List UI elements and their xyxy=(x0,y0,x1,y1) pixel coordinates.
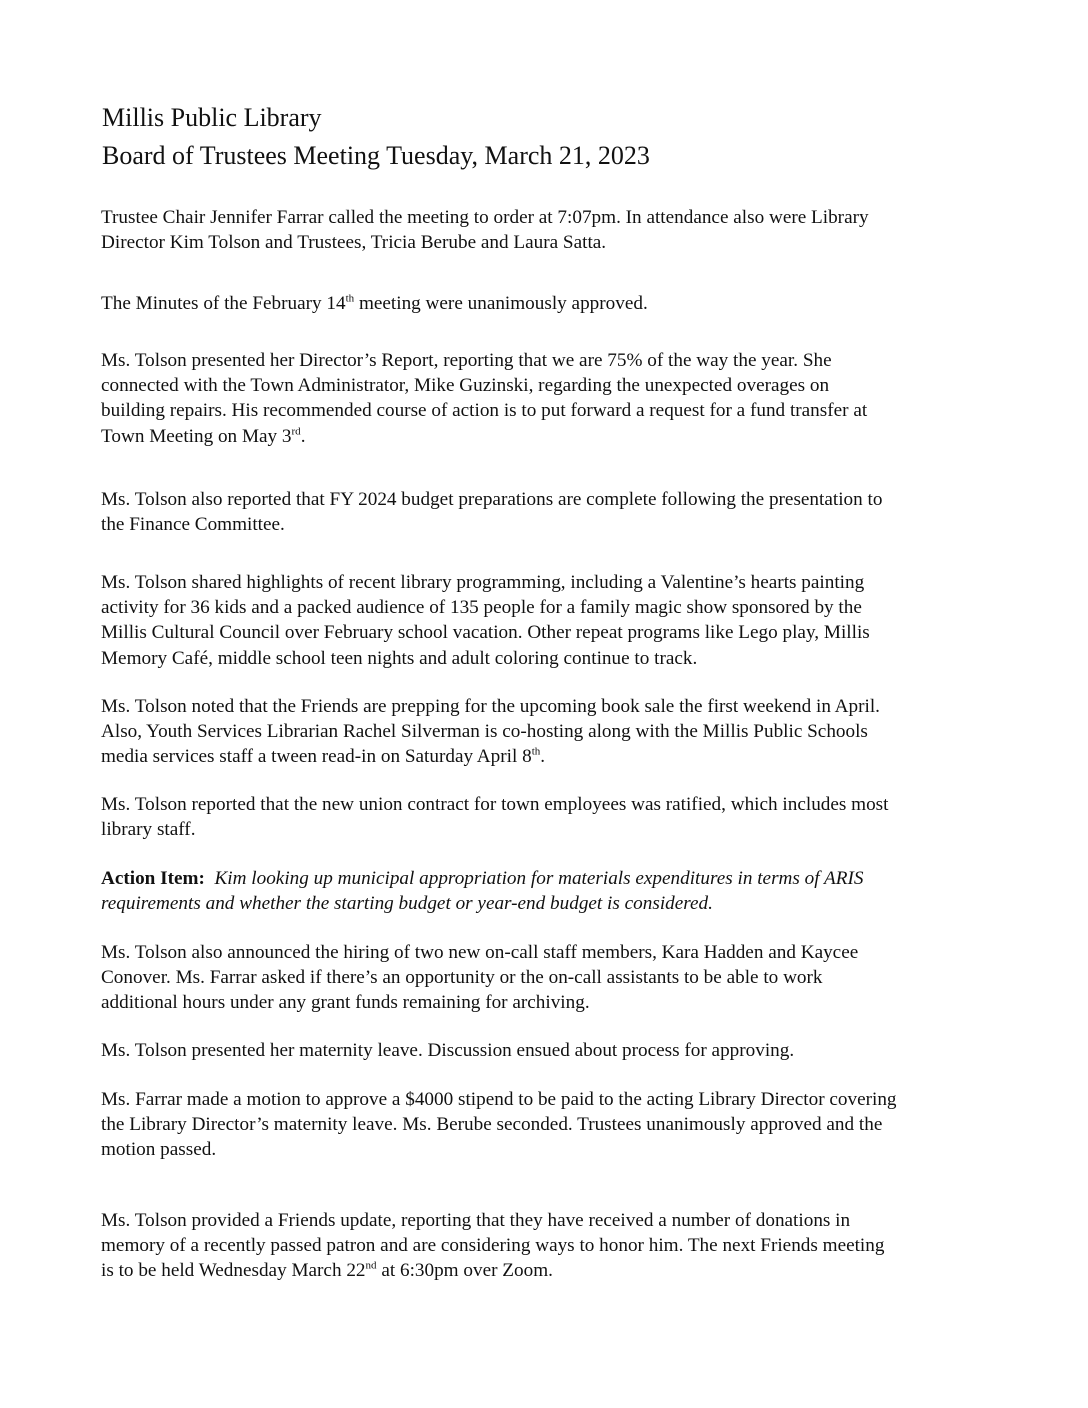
maternity-leave-paragraph xyxy=(101,1038,1001,1063)
friends-update-paragraph xyxy=(101,1208,1001,1284)
text-segment: Town Meeting on May 3 xyxy=(101,425,292,447)
text-segment: at 6:30pm over Zoom. xyxy=(376,1260,553,1282)
text-line xyxy=(101,424,1001,449)
text-line: requirements and whether the starting budget or year-end budget is considered. xyxy=(101,893,713,915)
directors-report-paragraph xyxy=(101,348,1001,449)
meeting-title: Board of Trustees Meeting Tuesday, March 21, 2023 xyxy=(102,141,650,170)
text-line: activity for 36 kids and a packed audience of 135 people for a family magic show sponsored by the xyxy=(101,597,862,619)
text-line: Ms. Tolson shared highlights of recent library programming, including a Valentine’s hearts painting xyxy=(101,572,865,593)
friends-book-sale-paragraph xyxy=(101,694,1001,770)
minutes-approval-paragraph xyxy=(101,291,1001,316)
text-line: Memory Café, middle school teen nights and adult coloring continue to track. xyxy=(101,647,698,669)
text-line: Ms. Tolson also announced the hiring of two new on-call staff members, Kara Hadden and Kaycee xyxy=(101,942,859,963)
text-segment: The Minutes of the February 14 xyxy=(101,293,346,314)
library-name-title: Millis Public Library xyxy=(102,103,322,132)
programming-paragraph xyxy=(101,570,1001,671)
text-line: Ms. Tolson provided a Friends update, reporting that they have received a number of donations in xyxy=(101,1210,851,1231)
text-line: Ms. Tolson presented her maternity leave. Discussion ensued about process for approving. xyxy=(101,1040,795,1061)
union-contract-paragraph xyxy=(101,792,1001,842)
superscript: nd xyxy=(365,1260,377,1273)
text-line: Director Kim Tolson and Trustees, Tricia Berube and Laura Satta. xyxy=(101,232,607,254)
text-line: Ms. Tolson noted that the Friends are prepping for the upcoming book sale the first weekend in April. xyxy=(101,696,880,717)
text-line: Ms. Tolson reported that the new union contract for town employees was ratified, which includes most xyxy=(101,794,889,815)
text-segment: is to be held Wednesday March 22 xyxy=(101,1260,366,1282)
superscript: rd xyxy=(291,425,301,438)
text-line: memory of a recently passed patron and are considering ways to honor him. The next Friends meeting xyxy=(101,1235,885,1257)
text-line: Also, Youth Services Librarian Rachel Silverman is co-hosting along with the Millis Public Schools xyxy=(101,721,868,743)
text-line: Conover. Ms. Farrar asked if there’s an opportunity or the on-call assistants to be able to work xyxy=(101,967,823,989)
text-line: connected with the Town Administrator, Mike Guzinski, regarding the unexpected overages on xyxy=(101,375,830,397)
text-line: additional hours under any grant funds remaining for archiving. xyxy=(101,992,590,1014)
text-line: Ms. Tolson also reported that FY 2024 budget preparations are complete following the presentation to xyxy=(101,489,883,510)
stipend-motion-paragraph xyxy=(101,1087,1001,1163)
budget-paragraph xyxy=(101,487,1001,537)
text-line: library staff. xyxy=(101,819,196,841)
text-segment: Kim looking up municipal appropriation for materials expenditures in terms of ARIS xyxy=(214,868,864,889)
text-line: the Library Director’s maternity leave. Ms. Berube seconded. Trustees unanimously approved and the xyxy=(101,1114,883,1136)
text-segment: . xyxy=(540,746,546,768)
text-line xyxy=(101,744,1001,769)
superscript: th xyxy=(531,746,541,759)
text-line: building repairs. His recommended course of action is to put forward a request for a fund transfer at xyxy=(101,400,868,422)
text-line: motion passed. xyxy=(101,1139,217,1161)
text-line: Trustee Chair Jennifer Farrar called the meeting to order at 7:07pm. In attendance also were Library xyxy=(101,207,869,228)
text-line xyxy=(101,866,1001,891)
call-to-order-paragraph xyxy=(101,205,1001,255)
text-segment: meeting were unanimously approved. xyxy=(354,293,648,314)
text-line xyxy=(101,1258,1001,1283)
action-item-paragraph xyxy=(101,866,1001,916)
text-segment: media services staff a tween read-in on Saturday April 8 xyxy=(101,746,532,768)
new-staff-paragraph xyxy=(101,940,1001,1016)
action-item-label: Action Item: xyxy=(101,868,205,889)
text-line xyxy=(101,291,1001,316)
text-line: the Finance Committee. xyxy=(101,514,285,536)
text-segment: . xyxy=(300,425,306,447)
text-line: Ms. Tolson presented her Director’s Report, reporting that we are 75% of the way the year. She xyxy=(101,350,832,371)
text-line: Ms. Farrar made a motion to approve a $4000 stipend to be paid to the acting Library Director covering xyxy=(101,1089,897,1110)
superscript: th xyxy=(345,292,355,305)
text-line: Millis Cultural Council over February school vacation. Other repeat programs like Lego play, Millis xyxy=(101,622,870,644)
